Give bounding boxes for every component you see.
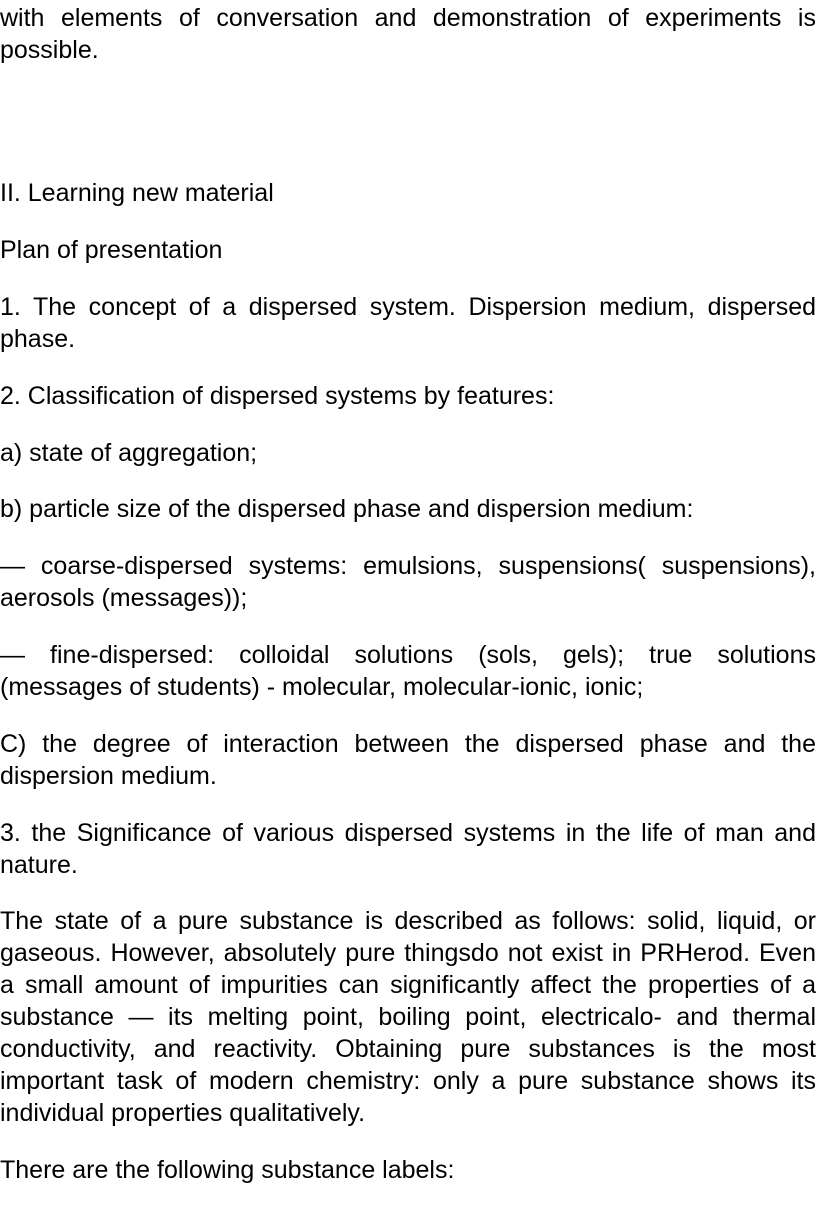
plan-item-coarse-dispersed: — coarse-dispersed systems: emulsions, suspensions( suspensions), aerosols (messages)); bbox=[0, 552, 816, 612]
paragraph-intro-continuation: with elements of conversation and demonstration of experiments is possible. bbox=[0, 4, 816, 64]
plan-item-2: 2. Classification of dispersed systems by features: bbox=[0, 382, 555, 410]
paragraph-substance-labels: There are the following substance labels: bbox=[0, 1156, 455, 1184]
plan-item-2b: b) particle size of the dispersed phase and dispersion medium: bbox=[0, 495, 694, 523]
plan-item-fine-dispersed: — fine-dispersed: colloidal solutions (sols, gels); true solutions (messages of students) - molecular, molecular-ionic, ionic; bbox=[0, 641, 816, 701]
paragraph-pure-substance: The state of a pure substance is described as follows: solid, liquid, or gaseous. However, absolutely pure thingsdo not exist in PRHerod. Even a small amount of impurities can significantly affect the properties of a substance — its melting point, boiling point, electricalo- and thermal conductivity, and reactivity. Obtaining pure substances is the most important task of modern chemistry: only a pure substance shows its individual properties qualitatively. bbox=[0, 907, 816, 1127]
plan-item-3: 3. the Significance of various dispersed systems in the life of man and nature. bbox=[0, 819, 816, 879]
plan-item-1: 1. The concept of a dispersed system. Dispersion medium, dispersed phase. bbox=[0, 293, 816, 353]
section-heading-learning-new-material: II. Learning new material bbox=[0, 179, 274, 207]
plan-item-2a: a) state of aggregation; bbox=[0, 439, 258, 467]
plan-item-2c: C) the degree of interaction between the dispersed phase and the dispersion medium. bbox=[0, 730, 816, 790]
plan-heading: Plan of presentation bbox=[0, 236, 223, 264]
